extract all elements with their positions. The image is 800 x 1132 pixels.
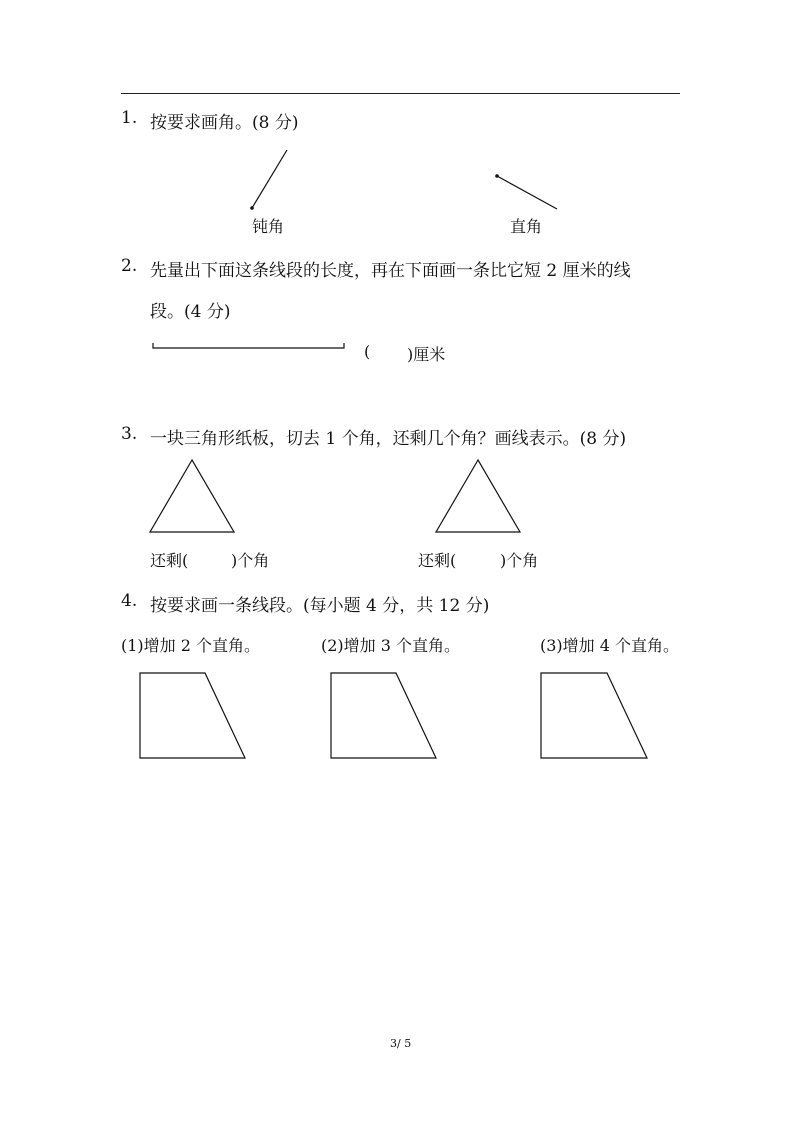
q4-sub2: (2)增加 3 个直角。: [321, 636, 461, 655]
q4-text: 按要求画一条线段。(每小题 4 分，共 12 分): [150, 596, 490, 616]
q2-blank-open: (: [364, 342, 371, 361]
page-number: 3/ 5: [390, 1037, 412, 1050]
trapezoid-2: [331, 673, 436, 758]
q2-number: 2.: [121, 256, 138, 276]
q2-blank-close-unit: )厘米: [407, 345, 446, 364]
label-right-angle: 直角: [510, 217, 543, 236]
q3-answer-left-open: 还剩(: [150, 551, 189, 570]
q3-answer-left-close: )个角: [231, 551, 270, 570]
trapezoid-3: [541, 673, 647, 758]
q2-text-line2: 段。(4 分): [150, 302, 231, 322]
label-obtuse-angle: 钝角: [252, 217, 285, 236]
q4-sub3: (3)增加 4 个直角。: [540, 636, 680, 655]
trapezoid-1: [140, 673, 245, 758]
q4-number: 4.: [121, 591, 138, 611]
q2-text-line1: 先量出下面这条线段的长度，再在下面画一条比它短 2 厘米的线: [150, 261, 631, 281]
q3-answer-right-close: )个角: [500, 551, 539, 570]
q1-number: 1.: [121, 108, 138, 128]
q3-text: 一块三角形纸板，切去 1 个角，还剩几个角？画线表示。(8 分): [150, 429, 627, 449]
q3-answer-right-open: 还剩(: [418, 551, 457, 570]
q3-number: 3.: [121, 424, 138, 444]
q1-text: 按要求画角。(8 分): [150, 113, 299, 133]
q4-sub1: (1)增加 2 个直角。: [121, 636, 261, 655]
